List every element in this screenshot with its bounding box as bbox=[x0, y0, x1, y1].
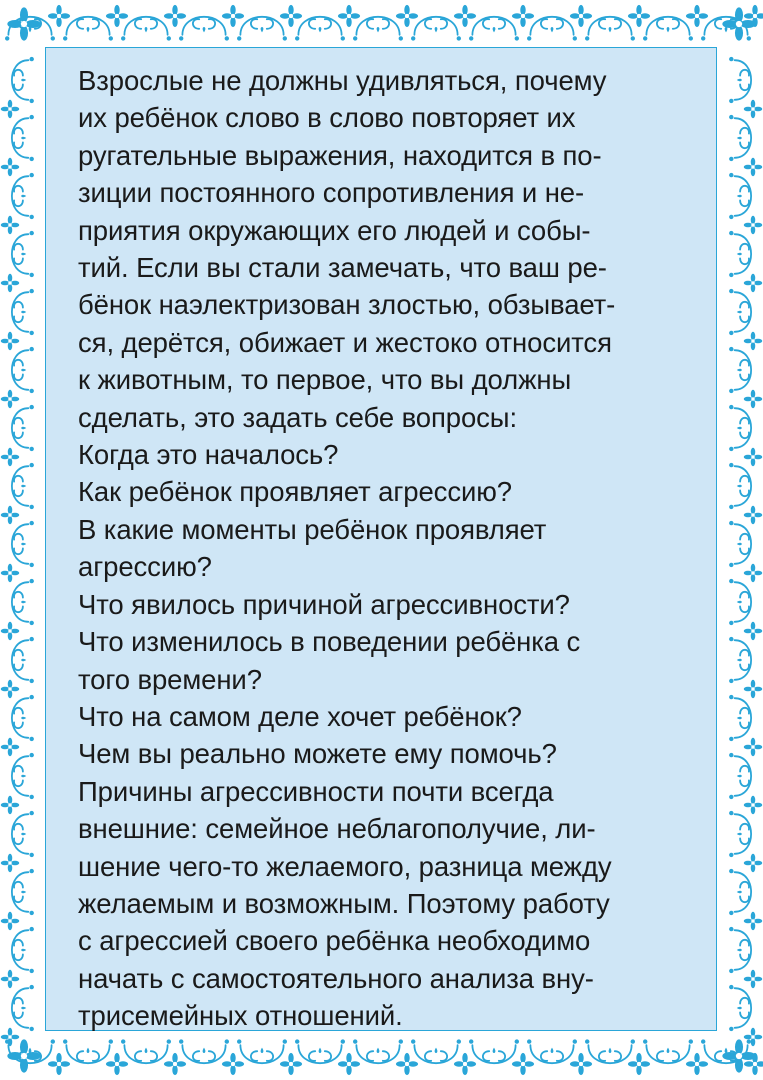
text-line: ся, дерётся, обижает и жестоко относится bbox=[78, 326, 612, 358]
article-text bbox=[78, 62, 698, 1035]
question-line: Что изменилось в поведении ребёнка с bbox=[78, 626, 581, 658]
text-line: сделать, это задать себе вопросы: bbox=[78, 401, 518, 433]
question-line: Чем вы реально можете ему помочь? bbox=[78, 738, 557, 770]
question-line: В какие моменты ребёнок проявляет bbox=[78, 513, 547, 545]
text-line: желаемым и возможным. Поэтому работу bbox=[78, 887, 610, 919]
text-line: ругательные выражения, находится в по- bbox=[78, 139, 602, 171]
question-line: Что явилось причиной агрессивности? bbox=[78, 588, 570, 620]
text-line: тий. Если вы стали замечать, что ваш ре- bbox=[78, 252, 607, 284]
question-line: Когда это началось? bbox=[78, 439, 339, 471]
question-line: Что на самом деле хочет ребёнок? bbox=[78, 700, 522, 732]
text-line: начать с самостоятельного анализа вну- bbox=[78, 962, 594, 994]
text-line: их ребёнок слово в слово повторяет их bbox=[78, 102, 576, 134]
text-line: бёнок наэлектризован злостью, обзывает- bbox=[78, 289, 616, 321]
text-line: трисемейных отношений. bbox=[78, 1000, 403, 1032]
text-line: зиции постоянного сопротивления и не- bbox=[78, 177, 585, 209]
text-line: Причины агрессивности почти всегда bbox=[78, 775, 554, 807]
text-line: приятия окружающих его людей и собы- bbox=[78, 214, 591, 246]
question-line: того времени? bbox=[78, 663, 262, 695]
question-line: Как ребёнок проявляет агрессию? bbox=[78, 476, 512, 508]
text-line: с агрессией своего ребёнка необходимо bbox=[78, 925, 591, 957]
text-line: шение чего-то желаемого, разница между bbox=[78, 850, 612, 882]
question-line: агрессию? bbox=[78, 551, 212, 583]
text-line: к животным, то первое, что вы должны bbox=[78, 364, 572, 396]
text-line: внешние: семейное неблагополучие, ли- bbox=[78, 813, 596, 845]
text-line: Взрослые не должны удивляться, почему bbox=[78, 65, 607, 96]
